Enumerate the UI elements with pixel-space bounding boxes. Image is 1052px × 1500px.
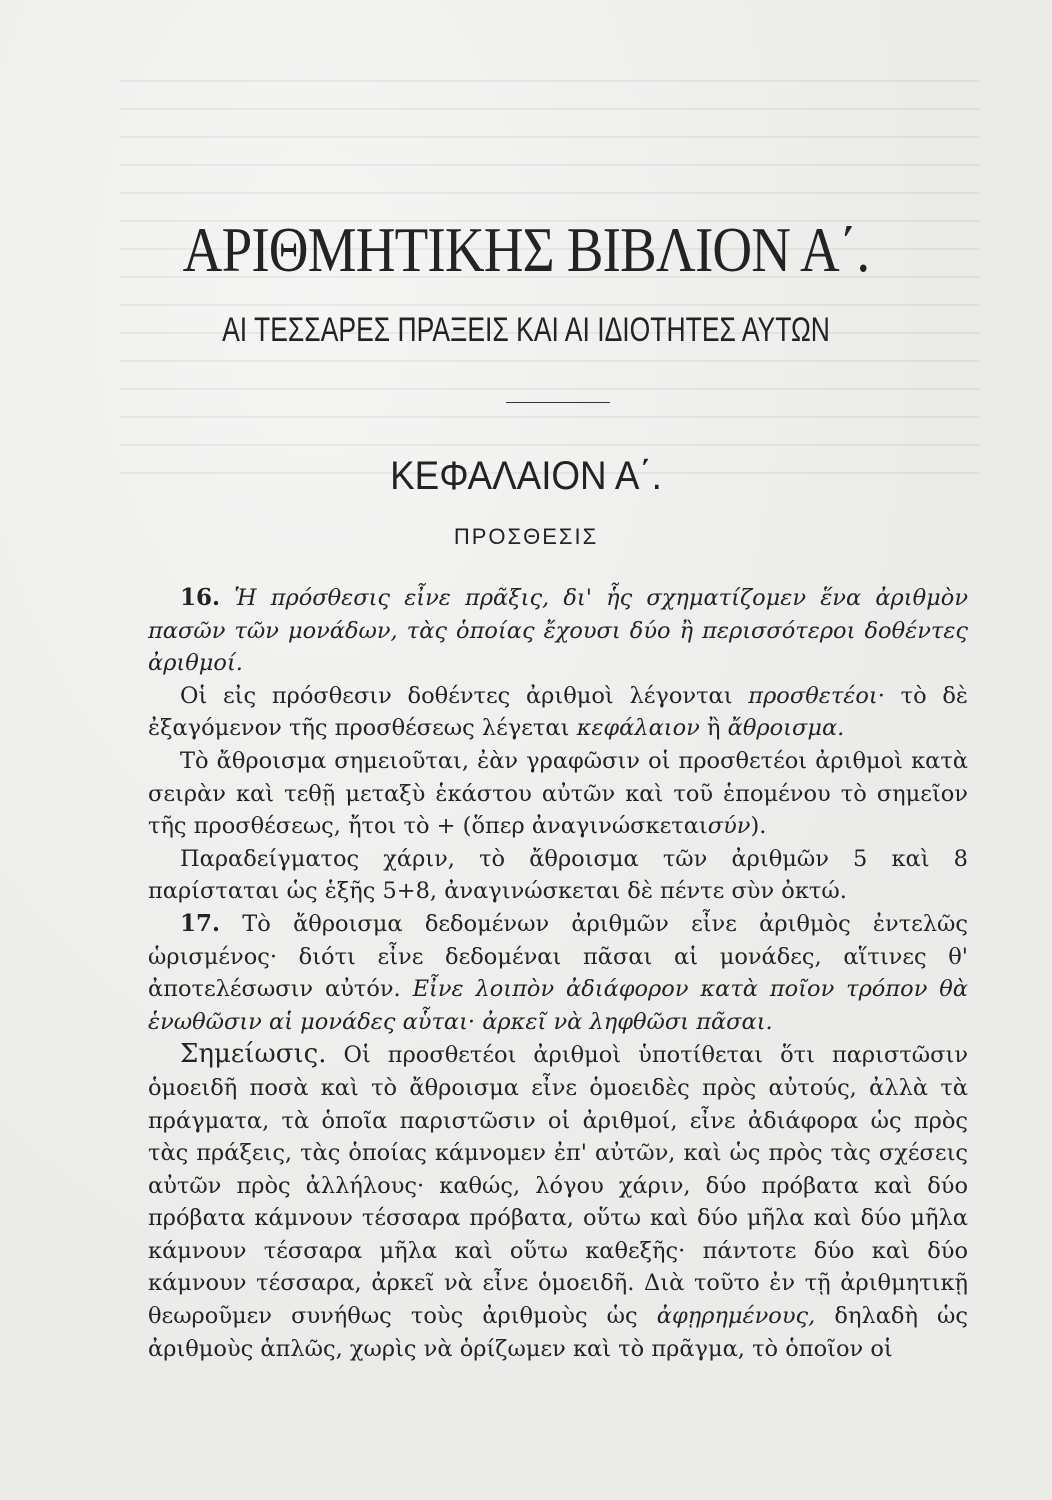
divider-rule [506,402,610,403]
book-title: ΑΡΙΘΜΗΤΙΚΗΣ ΒΙΒΛΙΟΝ Α΄. [182,214,870,285]
paragraph-16-example: Παραδείγματος χάριν, τὸ ἄθροισμα τῶν ἀριθμῶν 5 καὶ 8 παρίσταται ὡς ἑξῆς 5+8, ἀναγινώσκεται δὲ πέντε σὺν ὀκτώ. [148,845,968,905]
paragraph-17-italic: Εἶνε λοιπὸν ἀδιάφορον κατὰ ποῖον τρόπον θὰ ἑνωθῶσιν αἱ μονάδες αὗται· ἀρκεῖ νὰ ληφθῶσι πᾶσαι. [148,976,968,1035]
note-heading: Σημείωσις. [180,1039,327,1070]
book-subtitle: ΑΙ ΤΕΣΣΑΡΕΣ ΠΡΑΞΕΙΣ ΚΑΙ ΑΙ ΙΔΙΟΤΗΤΕΣ ΑΥΤΩΝ [222,311,830,349]
paragraph-16-notation [148,745,968,843]
note-body: Οἱ προσθετέοι ἀριθμοὶ ὑποτίθεται ὅτι παριστῶσιν ὁμοειδῆ ποσὰ καὶ τὸ ἄθροισμα εἶνε ὁμοειδὲς πρὸς αὐτούς, ἀλλὰ τὰ πράγματα, τὰ ὁποῖα παριστῶσιν οἱ ἀριθμοί, εἶνε ἀδιάφορα ὡς πρὸς τὰς πράξεις, τὰς ὁποίας κάμνομεν ἐπ' αὐτῶν, καὶ ὡς πρὸς τὰς σχέσεις αὐτῶν πρὸς ἀλλήλους· καθώς, λόγου χάριν, δύο πρόβατα καὶ δύο πρόβατα κάμνουν τέσσαρα πρόβατα, οὕτω καὶ δύο μῆλα καὶ δύο μῆλα κάμνουν τέσσαρα μῆλα καὶ οὕτω καθεξῆς· πάντοτε δύο καὶ δύο κάμνουν τέσσαρα, ἀρκεῖ νὰ εἶνε ὁμοειδῆ. Διὰ τοῦτο ἐν τῇ ἀριθμητικῇ θεωροῦμεν συνήθως τοὺς ἀριθμοὺς ὡς [148,1042,968,1330]
addition-definition: Ἡ πρόσθεσις εἶνε πρᾶξις, δι' ἧς σχηματίζομεν ἕνα ἀριθμὸν πασῶν τῶν μονάδων, τὰς ὁποίας ἔχουσι δύο ἢ περισσότεροι δοθέντες ἀριθμοί. [148,585,968,677]
term-sum: ἄθροισμα. [727,715,845,742]
paragraph-number-16: 16. [180,584,221,611]
notation-text: Τὸ ἄθροισμα σημειοῦται, ἐὰν γραφῶσιν οἱ προσθετέοι ἀριθμοὶ κατὰ σειρὰν καὶ τεθῇ μεταξὺ ἑκάστου αὐτῶν καὶ τοῦ ἑπομένου τὸ σημεῖον τῆς προσθέσεως, ἤτοι τὸ + (ὅπερ ἀναγινώσκεται [148,747,968,840]
section-heading: ΠΡΟΣΘΕΣΙΣ [453,524,599,549]
notation-end: ). [750,813,767,840]
term-capital: κεφάλαιον [576,715,700,742]
terms-text-mid: τὸ δὲ ἐξαγόμενον τῆς προσθέσεως λέγεται [148,682,968,742]
note-paragraph [148,1038,968,1365]
paragraph-16-terms [148,680,968,745]
paragraph-16-definition [148,582,968,680]
term-syn: σύν [707,813,751,840]
chapter-heading: ΚΕΦΑΛΑΙΟΝ Α΄. [390,454,662,498]
note-end: δηλαδὴ ὡς ἀριθμοὺς ἁπλῶς, χωρὶς νὰ ὁρίζωμεν καὶ τὸ πρᾶγμα, τὸ ὁποῖον οἱ [148,1303,969,1362]
terms-text: Οἱ εἰς πρόσθεσιν δοθέντες ἀριθμοὶ λέγονται [180,682,733,709]
paragraph-17-text: Τὸ ἄθροισμα δεδομένων ἀριθμῶν εἶνε ἀριθμὸς ἐντελῶς ὡρισμένος· διότι εἶνε δεδομέναι πᾶσαι αἱ μονάδες, αἵτινες θ' ἀποτελέσωσιν αὐτόν. [148,910,969,1003]
note-italic: ἀφῃρημένους, [656,1303,816,1330]
terms-or: ἢ [707,715,721,742]
paragraph-number-17: 17. [180,909,221,937]
paragraph-17 [148,908,968,1038]
term-addends: προσθετέοι· [748,682,885,709]
body-text [148,582,968,1365]
